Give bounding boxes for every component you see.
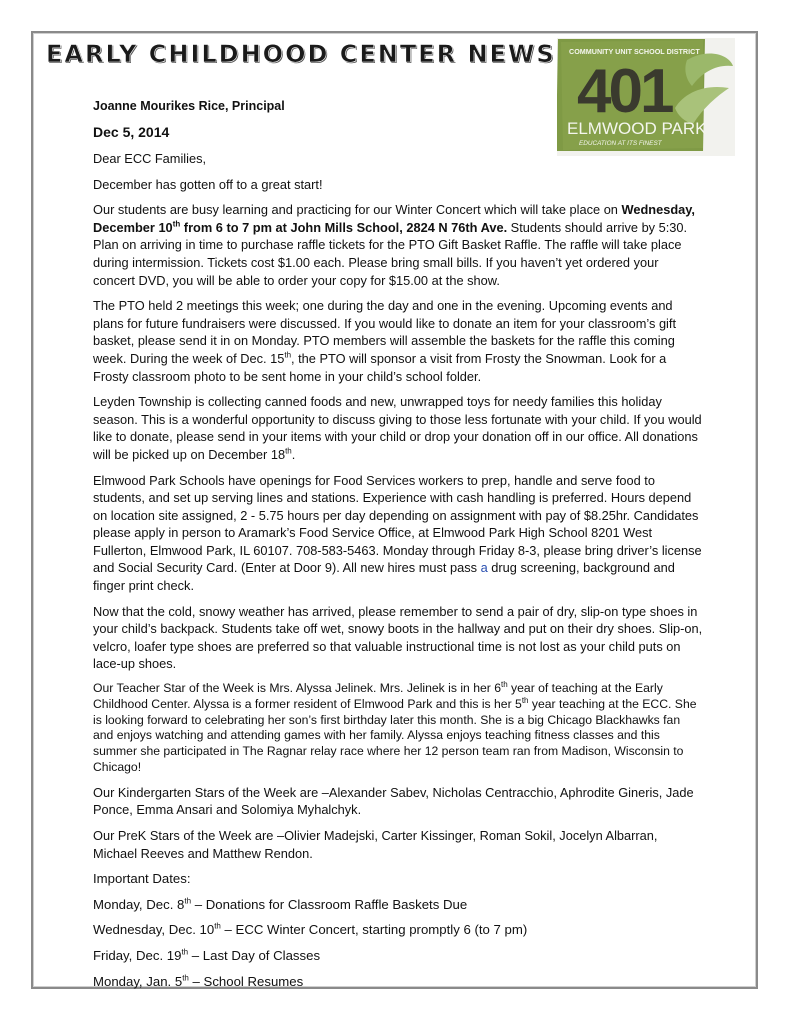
prek-stars-paragraph: Our PreK Stars of the Week are –Olivier Madejski, Carter Kissinger, Roman Sokil, Jocelyn Albarran, Michael Reeves and Matthew Rendon. [93,828,658,861]
intro-paragraph: December has gotten off to a great start! [93,176,323,192]
important-dates-heading: Important Dates: [93,871,191,887]
logo-district-text: COMMUNITY UNIT SCHOOL DISTRICT [569,47,700,56]
date-item: Friday, Dec. 19th – Last Day of Classes [93,947,321,963]
weather-paragraph: Now that the cold, snowy weather has arrived, please remember to send a pair of dry, slip-on type shoes in your child’s backpack. Students take off wet, snowy boots in the hallway and put on their dry shoes. Slip-on, velcro, loafer type shoes are preferred so that valuable instructional time is not lost as your child puts on lace-up shoes. [93,603,703,672]
leyden-paragraph: Leyden Township is collecting canned foods and new, unwrapped toys for needy families this holiday season. This is a wonderful opportunity to discuss giving to those less fortunate with your child. If you would like to donate, please send in your items with your child or drop your donation off in our office. All donations will be picked up on December 18th. [93,394,702,462]
logo-name-text: ELMWOOD PARK [567,119,707,138]
jobs-paragraph: Elmwood Park Schools have openings for Food Services workers to prep, handle and serve food to students, and set up serving lines and stations. Experience with cash handling is preferred. Hours depend on location site assigned, 2 - 5.75 hours per day depending on assignment with pay of $8.25hr. Candidates please apply in person to Aramark’s Food Service Office, at Elmwood Park High School 8201 West Fullerton, Elmwood Park, IL 60107. 708-583-5463. Monday through Friday 8-3, please bring driver’s license and Social Security Card. (Enter at Door 9). All new hires must pass a drug screening, background and finger print check. [93,472,702,594]
letter-body [93,150,703,998]
principal-name: Joanne Mourikes Rice, Principal [93,99,285,113]
important-dates [93,870,703,990]
date-item: Wednesday, Dec. 10th – ECC Winter Concert, starting promptly 6 (to 7 pm) [93,921,528,938]
date-item: Monday, Jan. 5th – School Resumes [93,973,304,989]
logo-number-text: 401 [577,57,672,126]
newsletter-date: Dec 5, 2014 [93,124,170,140]
pto-paragraph: The PTO held 2 meetings this week; one during the day and one in the evening. Upcoming events and plans for future fundraisers were discussed. If you would like to donate an item for your classroom’s gift basket, please send it in on Monday. PTO members will assemble the baskets for the raffle this coming week. During the week of Dec. 15th, the PTO will sponsor a visit from Frosty the Snowman. Look for a Frosty classroom photo to be sent home in your child’s school folder. [93,298,677,384]
newsletter-masthead: EARLY CHILDHOOD CENTER NEWS [46,40,556,68]
kindergarten-stars-paragraph: Our Kindergarten Stars of the Week are –Alexander Sabev, Nicholas Centracchio, Aphrodite Gineris, Jade Ponce, Emma Ansari and Solomiya Myhalchyk. [93,784,694,818]
teacher-star-paragraph: Our Teacher Star of the Week is Mrs. Alyssa Jelinek. Mrs. Jelinek is in her 6th year of teaching at the Early Childhood Center. Alyssa is a former resident of Elmwood Park and this is her 5th year teaching at the ECC. She is looking forward to celebrating her son’s first birthday later this month. She is a big Chicago Blackhawks fan and enjoys watching and attending games with her family. Alyssa enjoys teaching fitness classes and this summer she participated in The Ragnar relay race where her 12 person team ran from Madison, Wisconsin to Chicago! [93,679,697,775]
logo-tagline-text: EDUCATION AT ITS FINEST [579,140,662,147]
date-item: Monday, Dec. 8th – Donations for Classroom Raffle Baskets Due [93,896,468,912]
district-401-logo [557,38,735,156]
greeting: Dear ECC Families, [93,151,207,166]
concert-paragraph: Our students are busy learning and practicing for our Winter Concert which will take place on Wednesday, December 10th from 6 to 7 pm at John Mills School, 2824 N 76th Ave. Students should arrive by 5:30. Plan on arriving in time to purchase raffle tickets for the PTO Gift Basket Raffle. The raffle will take place during intermission. Tickets cost $1.00 each. Please bring small bills. If you haven’t yet ordered your concert DVD, you will be able to order your copy for $15.00 at the show. [93,202,695,288]
